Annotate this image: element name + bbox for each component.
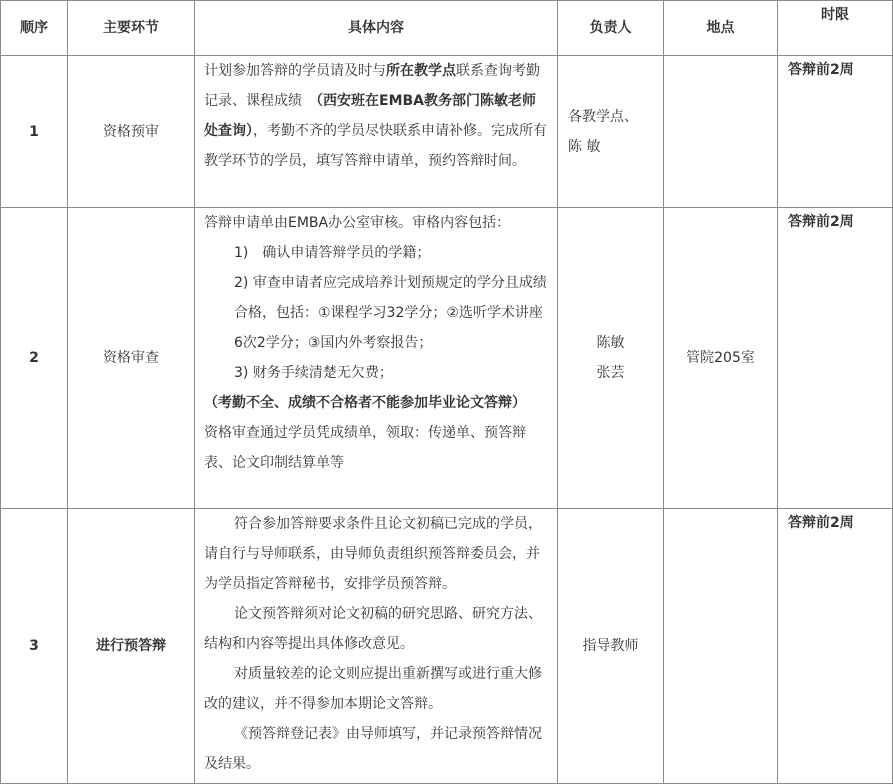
row-seq: 3: [1, 509, 68, 784]
content-text: 计划参加答辩的学员请及时与: [204, 63, 386, 79]
header-owner: 负责人: [558, 1, 664, 56]
header-time: 时限: [778, 1, 893, 56]
header-content: 具体内容: [195, 1, 558, 56]
header-stage: 主要环节: [68, 1, 195, 56]
row-place: [664, 56, 778, 208]
table-row: [1, 509, 893, 784]
owner-line: 陈 敏: [568, 138, 601, 155]
row-stage: 资格审查: [68, 208, 195, 509]
row-time: 答辩前2周: [778, 56, 893, 208]
row-time: 答辩前2周: [778, 509, 893, 784]
content-line: 2) 审查申请者应完成培养计划预规定的学分且成绩合格，包括：①课程学习32学分；②选听学术讲座6次2学分；③国内外考察报告；: [234, 275, 547, 351]
content-line: 资格审查通过学员凭成绩单，领取：传递单、预答辩表、论文印制结算单等: [204, 425, 526, 471]
row-place: [664, 509, 778, 784]
content-emphasis: 所在教学点: [386, 63, 456, 79]
content-paragraph: 《预答辩登记表》由导师填写，并记录预答辩情况及结果。: [204, 726, 542, 772]
content-line: 答辩申请单由EMBA办公室审核。审格内容包括：: [204, 215, 511, 231]
row-owner: [558, 208, 664, 509]
owner-line: 张芸: [596, 365, 625, 381]
row-owner: [558, 509, 664, 784]
content-paragraph: 论文预答辩须对论文初稿的研究思路、研究方法、结构和内容等提出具体修改意见。: [204, 606, 542, 652]
content-text: 联系查询考勤记录、课程成绩: [204, 63, 540, 109]
row-stage: 进行预答辩: [68, 509, 195, 784]
row-content: [195, 509, 558, 784]
header-place: 地点: [664, 1, 778, 56]
row-content: [195, 56, 558, 208]
content-line: 1) 确认申请答辩学员的学籍；: [234, 245, 431, 261]
content-emphasis: （西安班在EMBA教务部门陈敏老师处查询）: [204, 93, 537, 139]
row-content: [195, 208, 558, 509]
header-seq: 顺序: [1, 1, 68, 56]
content-paragraph: 对质量较差的论文则应提出重新撰写或进行重大修改的建议，并不得参加本期论文答辩。: [204, 666, 542, 712]
row-owner: [558, 56, 664, 208]
owner-line: 陈敏: [596, 335, 625, 351]
owner-line: 各教学点、: [568, 108, 638, 125]
owner-line: 指导教师: [582, 638, 639, 654]
table-row: [1, 56, 893, 208]
content-line: 3) 财务手续清楚无欠费；: [234, 365, 393, 381]
row-stage: 资格预审: [68, 56, 195, 208]
content-paragraph: 符合参加答辩要求条件且论文初稿已完成的学员，请自行与导师联系，由导师负责组织预答辩委员会，并为学员指定答辩秘书，安排学员预答辩。: [204, 516, 542, 592]
row-time: 答辩前2周: [778, 208, 893, 509]
content-emphasis: （考勤不全、成绩不合格者不能参加毕业论文答辩）: [204, 395, 526, 411]
row-seq: 1: [1, 56, 68, 208]
table-row: [1, 208, 893, 509]
header-row: [1, 1, 893, 56]
row-place: 管院205室: [664, 208, 778, 509]
content-text: ，考勤不齐的学员尽快联系申请补修。完成所有教学环节的学员，填写答辩申请单，预约答辩时间。: [204, 123, 547, 169]
row-seq: 2: [1, 208, 68, 509]
